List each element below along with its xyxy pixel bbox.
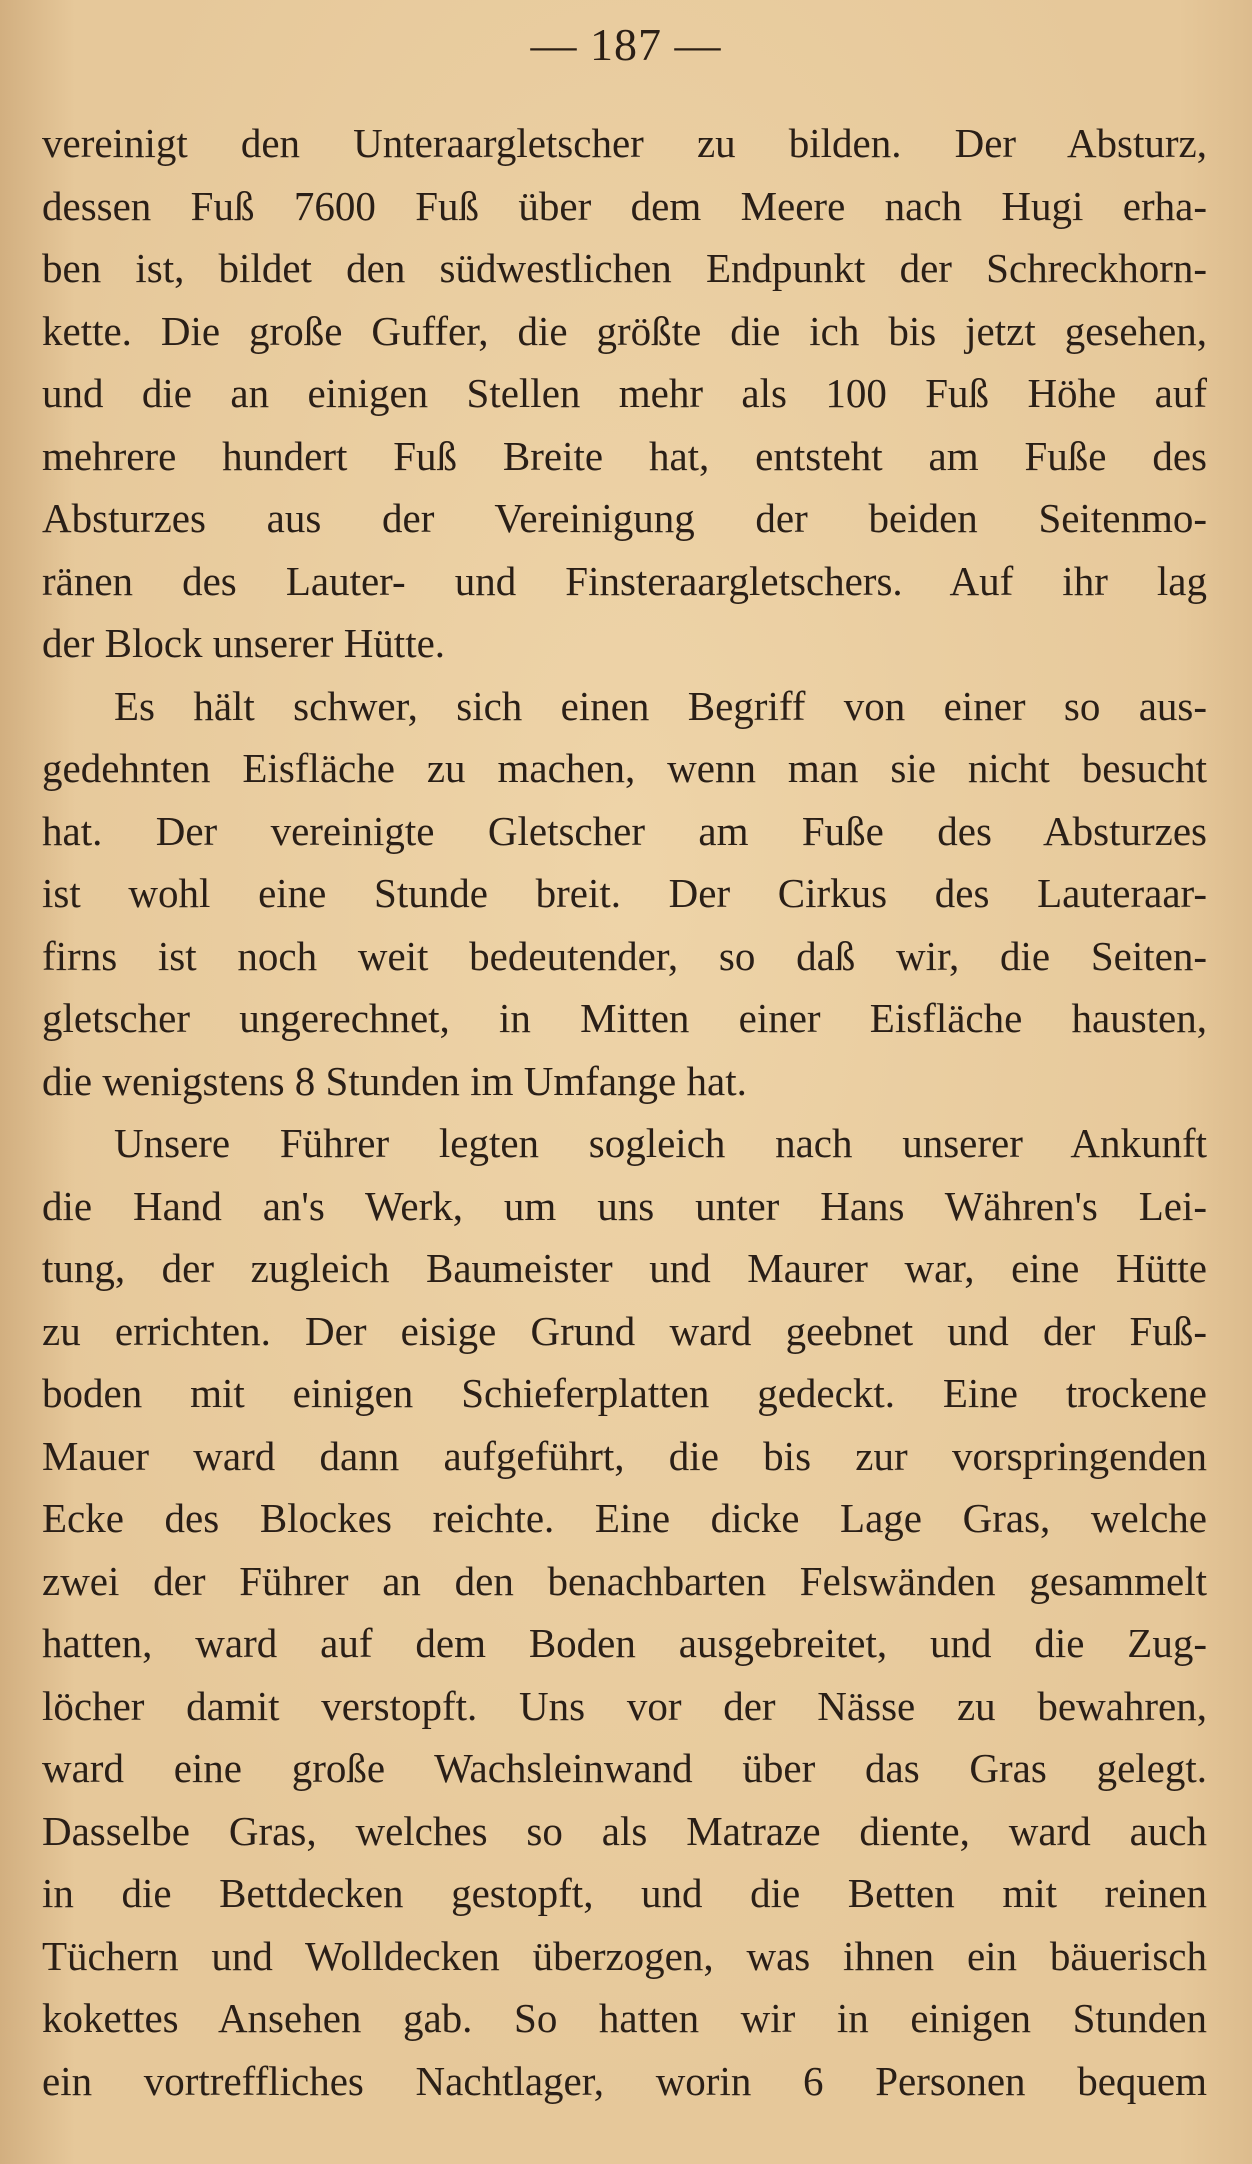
text-line: Absturzes aus der Vereinigung der beiden Seitenmo- (42, 495, 1207, 541)
text-line: ward eine große Wachsleinwand über das Gras gelegt. (42, 1745, 1207, 1791)
text-line: Unsere Führer legten sogleich nach unserer Ankunft (114, 1120, 1207, 1166)
text-line: kette. Die große Guffer, die größte die ich bis jetzt gesehen, (42, 307, 1207, 354)
text-line: Tüchern und Wolldecken überzogen, was ihnen ein bäuerisch (42, 1932, 1207, 1979)
text-line: Dasselbe Gras, welches so als Matraze diente, ward auch (42, 1807, 1207, 1854)
text-line: Es hält schwer, sich einen Begriff von einer so aus- (114, 682, 1207, 729)
body-text (42, 112, 1207, 2112)
text-line: gedehnten Eisfläche zu machen, wenn man sie nicht besucht (42, 745, 1207, 791)
text-line: löcher damit verstopft. Uns vor der Nässe zu bewahren, (42, 1682, 1207, 1729)
text-line: firns ist noch weit bedeutender, so daß wir, die Seiten- (42, 932, 1207, 979)
text-line: der Block unserer Hütte. (42, 620, 446, 666)
text-line: ist wohl eine Stunde breit. Der Cirkus des Lauteraar- (42, 870, 1207, 916)
text-line: die wenigstens 8 Stunden im Umfange hat. (42, 1057, 747, 1104)
page-number: — 187 — (530, 19, 722, 70)
text-line: in die Bettdecken gestopft, und die Betten mit reinen (42, 1870, 1207, 1916)
text-line: kokettes Ansehen gab. So hatten wir in einigen Stunden (42, 1995, 1207, 2041)
text-line: dessen Fuß 7600 Fuß über dem Meere nach Hugi erha- (42, 182, 1207, 229)
text-line: gletscher ungerechnet, in Mitten einer Eisfläche hausten, (42, 995, 1207, 1041)
text-line: ein vortreffliches Nachtlager, worin 6 Personen bequem (42, 2057, 1207, 2104)
text-line: zu errichten. Der eisige Grund ward geebnet und der Fuß- (42, 1307, 1207, 1354)
text-line: und die an einigen Stellen mehr als 100 Fuß Höhe auf (42, 370, 1207, 416)
text-line: boden mit einigen Schieferplatten gedeckt. Eine trockene (42, 1370, 1207, 1416)
text-line: ränen des Lauter- und Finsteraargletschers. Auf ihr lag (42, 557, 1207, 604)
text-line: vereinigt den Unteraargletscher zu bilden. Der Absturz, (42, 120, 1207, 166)
text-line: zwei der Führer an den benachbarten Felswänden gesammelt (42, 1557, 1207, 1604)
text-line: tung, der zugleich Baumeister und Maurer war, eine Hütte (42, 1245, 1207, 1291)
text-line: Mauer ward dann aufgeführt, die bis zur vorspringenden (42, 1432, 1207, 1479)
text-line: hat. Der vereinigte Gletscher am Fuße des Absturzes (42, 807, 1207, 854)
text-line: Ecke des Blockes reichte. Eine dicke Lage Gras, welche (42, 1495, 1207, 1541)
text-line: hatten, ward auf dem Boden ausgebreitet, und die Zug- (42, 1620, 1207, 1666)
text-line: mehrere hundert Fuß Breite hat, entsteht am Fuße des (42, 432, 1207, 479)
text-line: ben ist, bildet den südwestlichen Endpunkt der Schreckhorn- (42, 245, 1207, 291)
text-line: die Hand an's Werk, um uns unter Hans Währen's Lei- (42, 1182, 1207, 1229)
